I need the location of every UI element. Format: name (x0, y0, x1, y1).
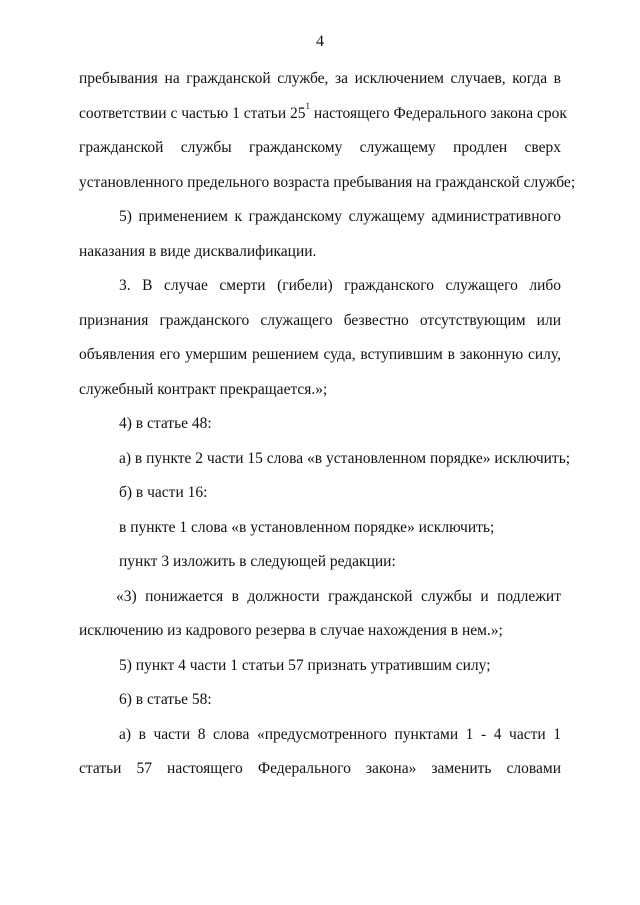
text-line: гражданской службы гражданскому служащему продлен сверх (79, 139, 561, 156)
text-line: 5) применением к гражданскому служащему административного (119, 208, 561, 225)
text-line-part: настоящего Федерального закона срок (310, 104, 567, 122)
page-number: 4 (316, 33, 324, 50)
document-body (79, 62, 576, 787)
text-line: признания гражданского служащего безвестно отсутствующим или (79, 311, 561, 329)
text-line: служебный контракт прекращается.»; (79, 380, 328, 398)
text-line: пребывания на гражданской службе, за исключением случаев, когда в (79, 70, 561, 87)
text-line: а) в части 8 слова «предусмотренного пунктами 1 - 4 части 1 (119, 725, 561, 743)
text-line: «3) понижается в должности гражданской службы и подлежит (116, 587, 561, 605)
text-line: в пункте 1 слова «в установленном порядке» исключить; (119, 518, 495, 536)
text-line: 6) в статье 58: (119, 691, 212, 708)
text-line: объявления его умершим решением суда, вступившим в законную силу, (79, 346, 561, 363)
text-line: 3. В случае смерти (гибели) гражданского служащего либо (119, 277, 561, 294)
text-line: 4) в статье 48: (119, 415, 212, 432)
text-line: б) в части 16: (119, 484, 208, 501)
text-line: установленного предельного возраста пребывания на гражданской службе; (79, 173, 576, 191)
text-line: наказания в виде дисквалификации. (79, 242, 317, 260)
text-line: 5) пункт 4 части 1 статьи 57 признать утратившим силу; (119, 656, 491, 674)
text-line: статьи 57 настоящего Федерального закона» заменить словами (79, 760, 561, 777)
text-line (79, 97, 567, 132)
text-line-part: соответствии с частью 1 статьи 25 (79, 104, 306, 122)
text-line: а) в пункте 2 части 15 слова «в установленном порядке» исключить; (119, 449, 571, 467)
superscript: 1 (305, 101, 311, 112)
text-line: исключению из кадрового резерва в случае нахождения в нем.»; (79, 622, 503, 639)
text-line: пункт 3 изложить в следующей редакции: (119, 553, 396, 570)
